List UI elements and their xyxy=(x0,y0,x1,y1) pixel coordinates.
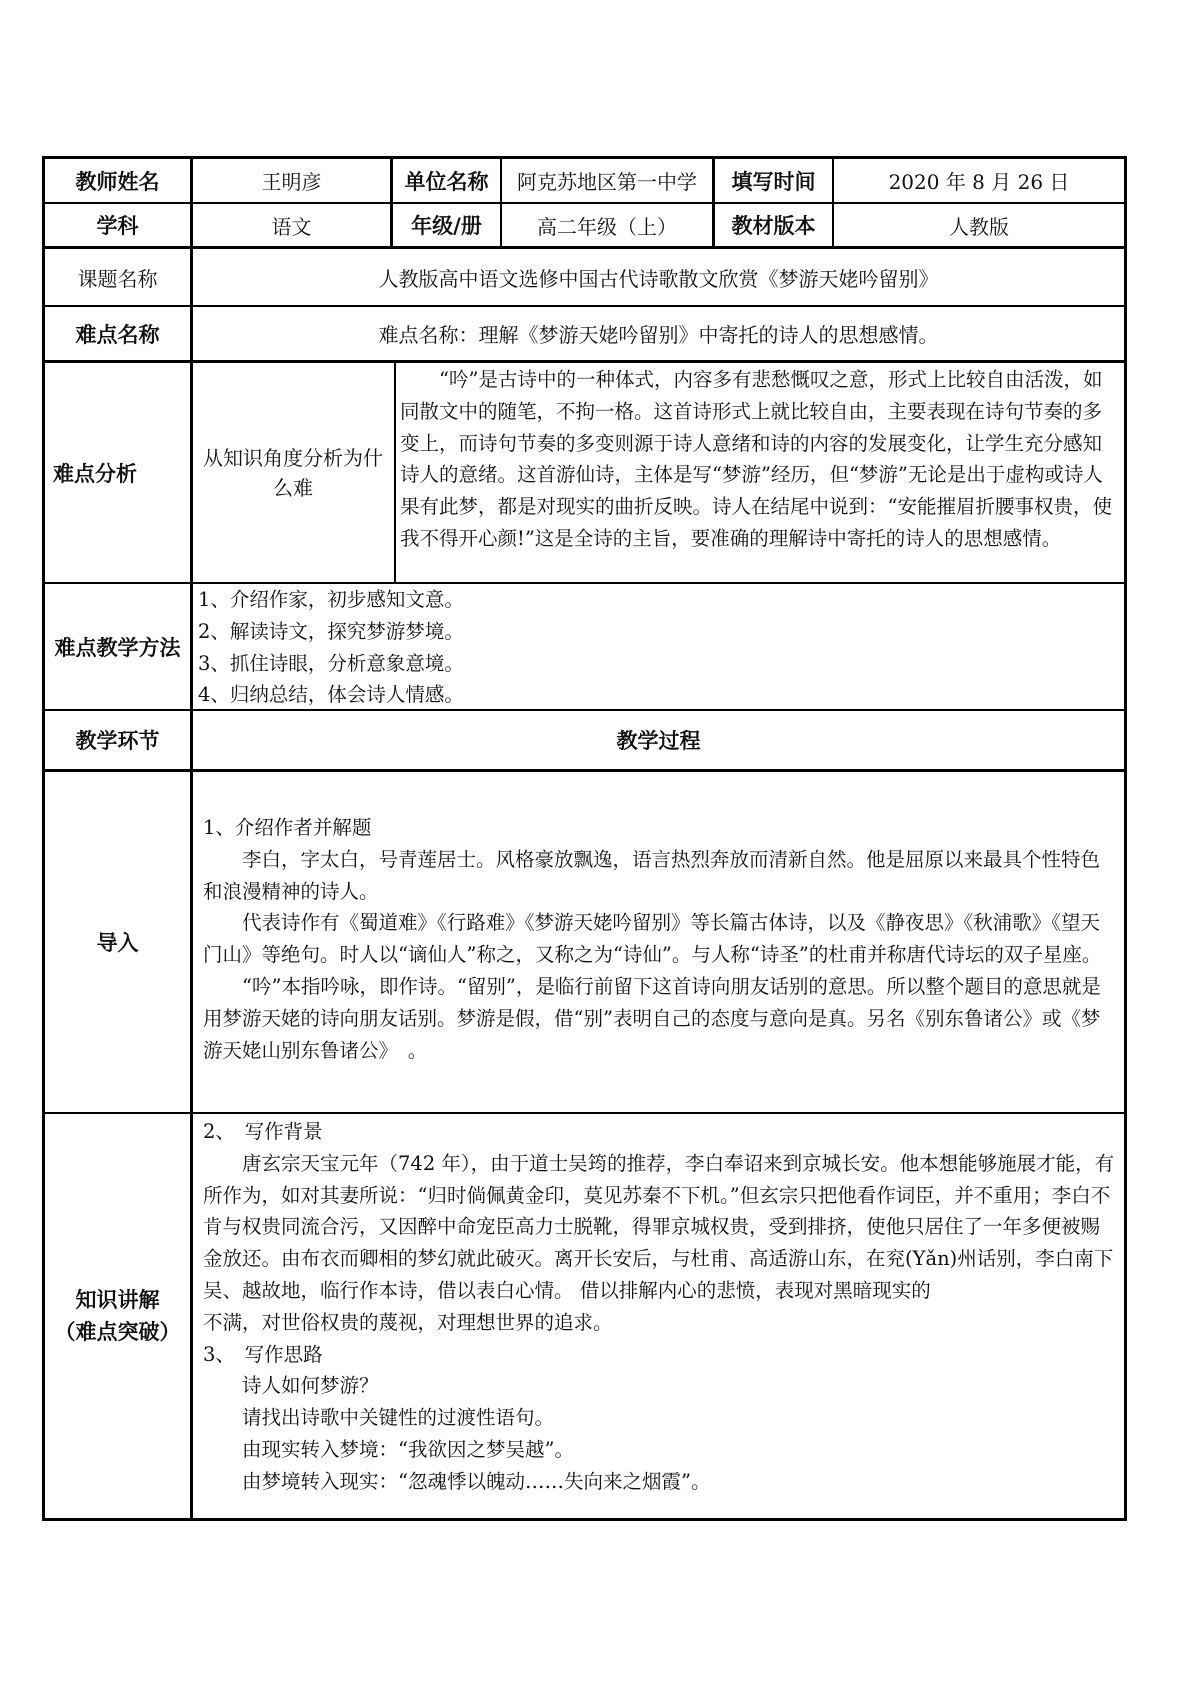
edition-value: 人教版 xyxy=(949,214,1009,239)
knowledge-label-line1: 知识讲解 xyxy=(75,1288,160,1312)
knowledge-question-1: 诗人如何梦游？ xyxy=(242,1374,379,1398)
topic-value: 人教版高中语文选修中国古代诗歌散文欣赏《梦游天姥吟留别》 xyxy=(378,266,939,291)
knowledge-question-2: 请找出诗歌中关键性的过渡性语句。 xyxy=(242,1406,555,1430)
knowledge-heading-3: 3、 写作思路 xyxy=(203,1342,323,1366)
methods-list xyxy=(198,584,1118,709)
date-value: 2020 年 8 月 26 日 xyxy=(888,170,1070,194)
h-line-bottom xyxy=(42,1518,1127,1521)
knowledge-paragraph-2: 不满，对世俗权贵的蔑视，对理想世界的追求。 xyxy=(203,1310,613,1334)
h-line-7 xyxy=(42,769,1127,772)
grade-value: 高二年级（上） xyxy=(537,214,677,239)
methods-label: 难点教学方法 xyxy=(54,635,181,660)
unit-value: 阿克苏地区第一中学 xyxy=(517,170,697,194)
analysis-label: 难点分析 xyxy=(53,461,137,486)
date-label: 填写时间 xyxy=(731,169,816,194)
method-item-1: 1、介绍作家，初步感知文意。 xyxy=(198,588,464,611)
method-item-2: 2、解读诗文，探究梦游梦境。 xyxy=(198,619,464,643)
analysis-text xyxy=(400,362,1120,582)
stage-header: 教学环节 xyxy=(75,729,160,753)
knowledge-heading-2: 2、 写作背景 xyxy=(203,1120,323,1143)
analysis-paragraph: “吟”是古诗中的一种体式，内容多有悲愁慨叹之意，形式上比较自由活泼，如同散文中的随笔，不拘一格。这首诗形式上就比较自由，主要表现在诗句节奏的多变上，而诗句节奏的多变则源于诗人意绪和诗的内容的发展变化，让学生充分感知诗人的意绪。这首游仙诗，主体是写“梦游”经历，但“梦游”无论是出于虚构或诗人果有此梦，都是对现实的曲折反映。诗人在结尾中说到：“安能摧眉折腰事权贵，使我不得开心颜!”这是全诗的主旨，要准确的理解诗中寄托的诗人的思想感情。 xyxy=(400,368,1112,550)
knowledge-question-3: 由现实转入梦境：“我欲因之梦吴越”。 xyxy=(242,1437,574,1461)
subject-value: 语文 xyxy=(271,214,312,239)
analysis-sub-label: 从知识角度分析为什么难 xyxy=(203,445,383,500)
method-item-4: 4、归纳总结，体会诗人情感。 xyxy=(198,683,464,707)
intro-paragraph-3: “吟”本指吟咏，即作诗。“留别”，是临行前留下这首诗向朋友话别的意思。所以整个题目的意思就是用梦游天姥的诗向朋友话别。梦游是假，借“别”表明自己的态度与意向是真。另名《别东鲁诸公》或《梦游天姥山别东鲁诸公》 。 xyxy=(203,974,1101,1062)
topic-label: 课题名称 xyxy=(77,266,158,291)
teacher-value: 王明彦 xyxy=(261,170,322,194)
knowledge-label xyxy=(45,1114,190,1518)
knowledge-label-line2: （难点突破） xyxy=(54,1320,181,1344)
edition-label: 教材版本 xyxy=(731,214,816,238)
intro-paragraph-2: 代表诗作有《蜀道难》《行路难》《梦游天姥吟留别》等长篇古体诗，以及《静夜思》《秋浦歌》《望天门山》等绝句。时人以“谪仙人”称之，又称之为“诗仙”。与人称“诗圣”的杜甫并称唐代诗坛的双子星座。 xyxy=(203,911,1102,967)
knowledge-question-4: 由梦境转入现实：“忽魂悸以魄动……失向来之烟霞”。 xyxy=(242,1469,711,1493)
intro-label: 导入 xyxy=(96,931,139,955)
difficulty-label: 难点名称 xyxy=(75,322,160,347)
difficulty-value: 难点名称：理解《梦游天姥吟留别》中寄托的诗人的思想感情。 xyxy=(378,323,939,347)
unit-label: 单位名称 xyxy=(404,169,489,194)
teacher-label: 教师姓名 xyxy=(75,169,160,194)
subject-label: 学科 xyxy=(96,214,139,238)
knowledge-paragraph-1: 唐玄宗天宝元年（742 年），由于道士吴筠的推荐，李白奉诏来到京城长安。他本想能够施展才能，有所作为，如对其妻所说：“归时倘佩黄金印，莫见苏秦不下机。”但玄宗只把他看作词臣，并不重用；李白不肯与权贵同流合污，又因醉中命宠臣高力士脱靴，得罪京城权贵，受到排挤，使他只居住了一年多便被赐金放还。由布衣而卿相的梦幻就此破灭。离开长安后，与杜甫、高适游山东，在兖(Yǎn)州话别，李白南下吴、越故地，临行作本诗，借以表白心情。 借以排解内心的悲愤，表现对黑暗现实的 xyxy=(203,1151,1115,1302)
grade-label: 年级/册 xyxy=(411,214,482,238)
intro-heading: 1、介绍作者并解题 xyxy=(203,816,372,839)
process-header: 教学过程 xyxy=(616,729,701,753)
v-line-analysis xyxy=(394,361,396,583)
method-item-3: 3、抓住诗眼，分析意象意境。 xyxy=(198,651,464,675)
intro-paragraph-1: 李白，字太白，号青莲居士。风格豪放飘逸，语言热烈奔放而清新自然。他是屈原以来最具个性特色和浪漫精神的诗人。 xyxy=(203,847,1101,903)
v-line-col1 xyxy=(190,156,193,1521)
h-line-8 xyxy=(42,1112,1127,1114)
knowledge-content xyxy=(203,1116,1119,1518)
intro-content xyxy=(203,812,1119,1112)
v-line-right xyxy=(1124,156,1127,1521)
